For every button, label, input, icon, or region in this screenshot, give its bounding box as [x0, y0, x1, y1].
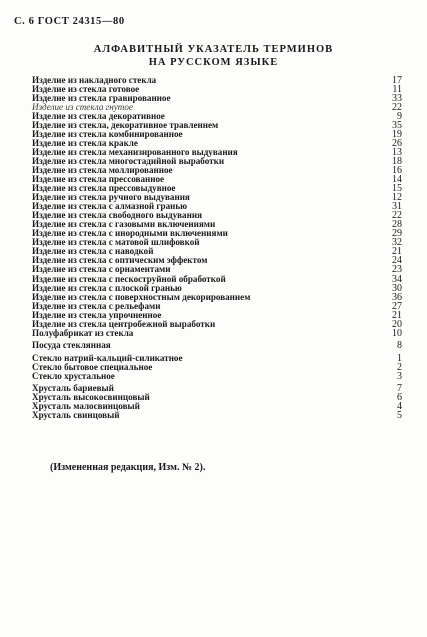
index-entry	[32, 329, 402, 338]
index-term-number: 22	[392, 101, 402, 113]
index-term: Изделие из стекла с орнаментами	[32, 264, 171, 275]
index-term: Стекло бытовое специальное	[32, 361, 153, 372]
index-term: Хрусталь высокосвинцовый	[32, 392, 150, 403]
index-term-number: 4	[397, 401, 402, 413]
index-term-number: 31	[392, 201, 402, 213]
index-term-number: 34	[392, 273, 402, 285]
index-term: Изделие из стекла декоративное	[32, 110, 165, 121]
index-term-number: 21	[392, 309, 402, 321]
index-term-number: 27	[392, 300, 402, 312]
index-term-number: 16	[392, 164, 402, 176]
index-term-number: 11	[392, 83, 402, 95]
index-term-number: 3	[397, 370, 402, 382]
index-term-number: 18	[392, 155, 402, 167]
index-term-number: 9	[397, 110, 402, 122]
index-term-number: 2	[397, 361, 402, 373]
index-term-number: 22	[392, 210, 402, 222]
index-term: Изделие из стекла моллированное	[32, 164, 173, 175]
index-entry	[32, 372, 402, 381]
index-term: Изделие из стекла гнутое	[32, 101, 133, 112]
index-term: Изделие из стекла с матовой шлифовкой	[32, 237, 200, 248]
index-term: Изделие из стекла центробежной выработки	[32, 318, 216, 329]
index-term: Изделие из стекла, декоративное травленнем	[32, 119, 219, 130]
index-term: Изделие из стекла механизированного выдувания	[32, 146, 238, 157]
index-term-number: 10	[392, 327, 402, 339]
index-term-number: 5	[397, 410, 402, 422]
index-term: Изделие из стекла готовое	[32, 83, 140, 94]
index-term-number: 7	[397, 383, 402, 395]
index-term: Изделие из стекла упрочненное	[32, 309, 162, 320]
index-term-number: 21	[392, 246, 402, 258]
index-term: Стекло натрий-кальций-силикатное	[32, 352, 183, 363]
index-term-number: 17	[392, 74, 402, 86]
index-term-number: 32	[392, 237, 402, 249]
index-term-number: 15	[392, 183, 402, 195]
index-term-number: 33	[392, 92, 402, 104]
index-term: Изделие из стекла гравированное	[32, 92, 171, 103]
index-term-number: 8	[397, 340, 402, 352]
index-term: Изделие из стекла с инородными включениями	[32, 228, 228, 239]
index-term-number: 6	[397, 392, 402, 404]
index-entry	[32, 411, 402, 420]
index-term: Хрусталь малосвинцовый	[32, 401, 140, 412]
index-term-number: 12	[392, 192, 402, 204]
index-term: Изделие из стекла прессованное	[32, 174, 165, 185]
index-term-number: 24	[392, 255, 402, 267]
index-term: Изделие из стекла с оптическим эффектом	[32, 255, 208, 266]
index-term: Изделие из стекла комбинированное	[32, 128, 183, 139]
index-term-number: 29	[392, 228, 402, 240]
index-term-number: 20	[392, 318, 402, 330]
index-entry	[32, 341, 402, 350]
index-term: Изделие из накладного стекла	[32, 74, 157, 85]
index-term: Изделие из стекла с рельефами	[32, 300, 161, 311]
index-term: Изделие из стекла ручного выдувания	[32, 192, 190, 203]
index-term-number: 26	[392, 137, 402, 149]
index-term: Изделие из стекла с алмазной гранью	[32, 201, 188, 212]
index-term-number: 28	[392, 219, 402, 231]
index-term-number: 23	[392, 264, 402, 276]
index-term: Изделие из стекла с поверхностным декорированием	[32, 291, 251, 302]
index-term-number: 14	[392, 174, 402, 186]
index-term-number: 13	[392, 146, 402, 158]
index-term-number: 19	[392, 128, 402, 140]
index-title-line-2: НА РУССКОМ ЯЗЫКЕ	[148, 57, 279, 68]
index-term: Изделие из стекла с газовыми включениями	[32, 219, 216, 230]
index-term: Изделие из стекла кракле	[32, 137, 138, 148]
index-term: Хрусталь бариевый	[32, 383, 114, 394]
index-term-number: 1	[397, 352, 402, 364]
index-term-number: 36	[392, 291, 402, 303]
index-term: Хрусталь свинцовый	[32, 410, 120, 421]
index-title-line-1: АЛФАВИТНЫЙ УКАЗАТЕЛЬ ТЕРМИНОВ	[93, 44, 334, 55]
index-term: Изделие из стекла свободного выдувания	[32, 210, 202, 221]
term-index-list	[32, 76, 402, 421]
index-term: Изделие из стекла многостадийной выработки	[32, 155, 225, 166]
index-term: Полуфабрикат из стекла	[32, 327, 134, 338]
amendment-note: (Измененная редакция, Изм. № 2).	[50, 462, 206, 473]
page-header: С. 6 ГОСТ 24315—80	[14, 16, 125, 27]
index-term-number: 30	[392, 282, 402, 294]
index-term: Изделие из стекла с наводкой	[32, 246, 154, 257]
index-term: Стекло хрустальное	[32, 370, 115, 381]
index-term: Изделие из стекла с плоской гранью	[32, 282, 182, 293]
index-term: Изделие из стекла с пескоструйной обработкой	[32, 273, 226, 284]
index-term: Изделие из стекла прессовыдувное	[32, 183, 176, 194]
index-term-number: 35	[392, 119, 402, 131]
index-term: Посуда стеклянная	[32, 340, 111, 351]
